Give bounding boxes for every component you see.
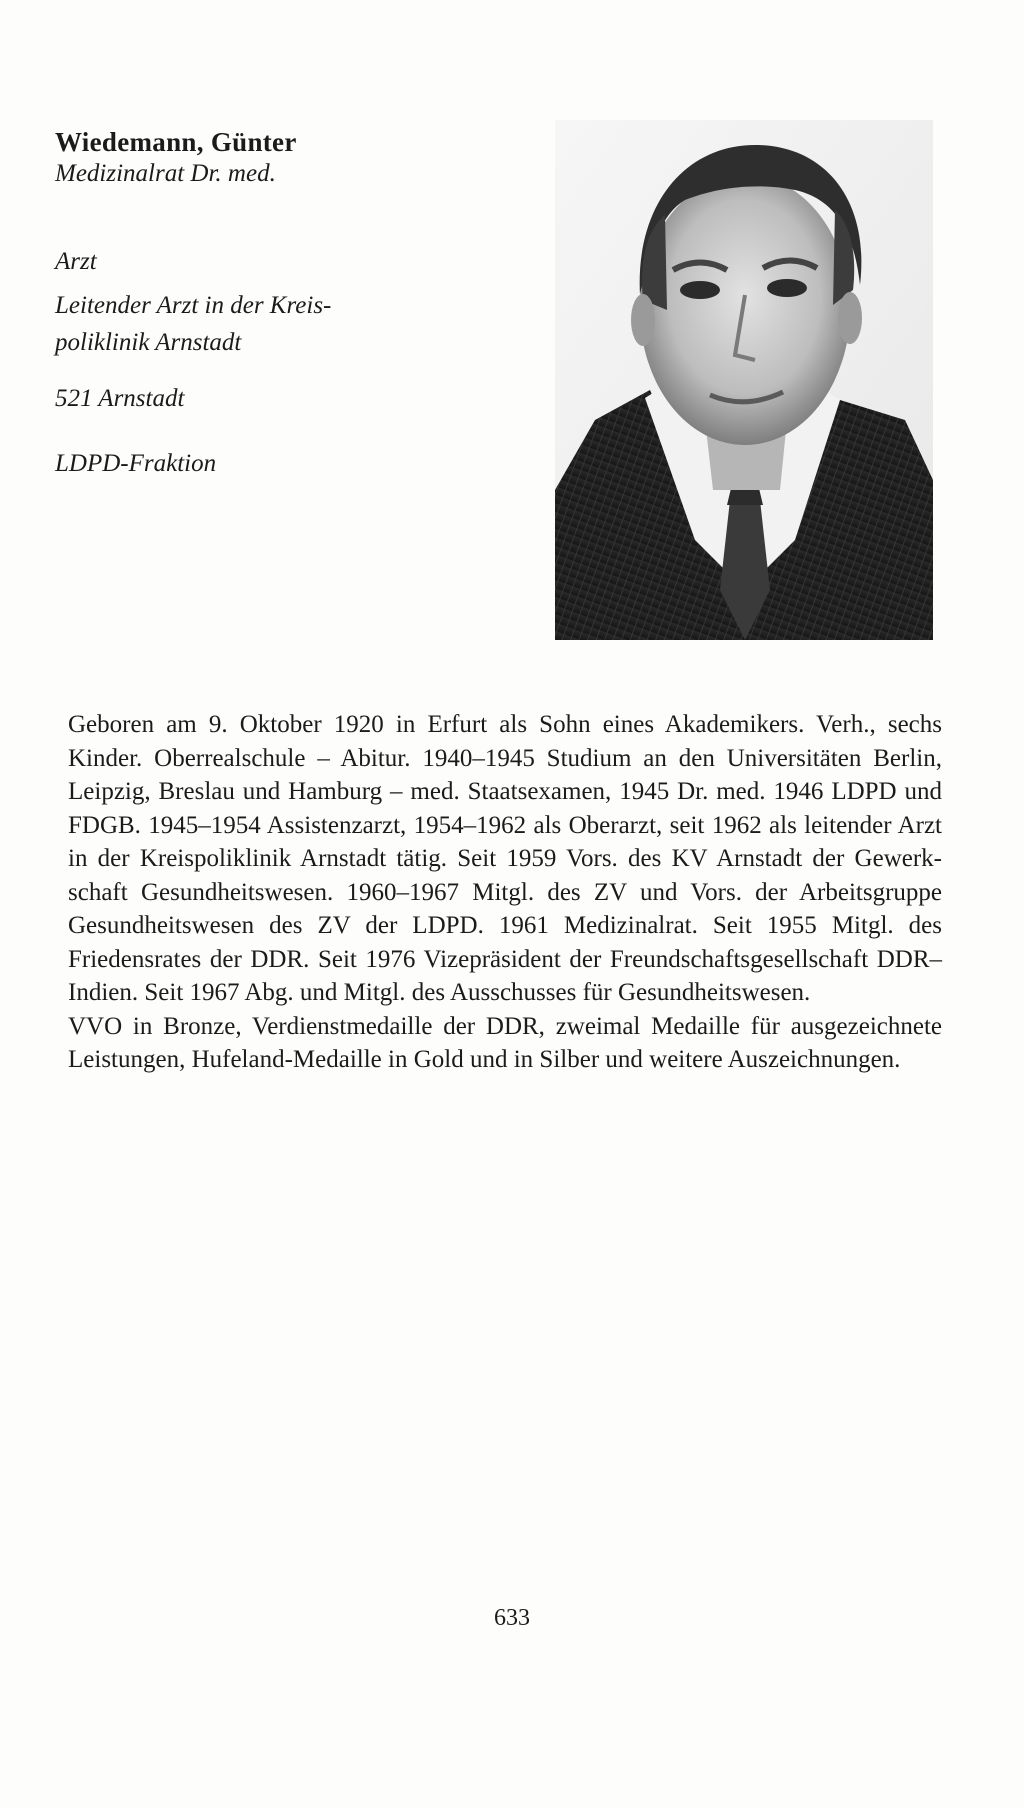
person-name: Wiedemann, Günter <box>55 127 297 157</box>
portrait-photo-icon <box>555 120 933 640</box>
person-profession: Arzt <box>55 248 97 275</box>
position-line-1: Leitender Arzt in der Kreis- <box>55 292 332 319</box>
person-title: Medizinalrat Dr. med. <box>55 160 276 187</box>
awards-paragraph: VVO in Bronze, Verdienstmedaille der DDR, zweimal Medaille für ausgezeichnete Leistungen, Hufeland-Medaille in Gold und in Silber und weitere Auszeichnungen. <box>68 1012 942 1073</box>
person-position <box>55 287 435 361</box>
biography-paragraph: Geboren am 9. Oktober 1920 in Erfurt als Sohn eines Akademikers. Verh., sechs Kinder. Oberrealschule – Abitur. 1940–1945 Studium an den Universitäten Berlin, Leipzig, Breslau und Hamburg – med. Staatsexamen, 1945 Dr. med. 1946 LDPD und FDGB. 1945–1954 Assistenzarzt, 1954–1962 als Oberarzt, seit 1962 als leitender Arzt in der Kreispoliklinik Arnstadt tätig. Seit 1959 Vors. des KV Arnstadt der Gewerkschaft Gesundheitswesen. 1960–1967 Mitgl. des ZV und Vors. der Arbeitsgruppe Gesundheitswesen des ZV der LDPD. 1961 Medizinalrat. Seit 1955 Mitgl. des Friedensrates der DDR. Seit 1976 Vizepräsident der Freundschaftsgesellschaft DDR–Indien. Seit 1967 Abg. und Mitgl. des Ausschusses für Gesundheitswesen. <box>68 711 942 1006</box>
position-line-2: poliklinik Arnstadt <box>55 329 242 356</box>
page-number: 633 <box>494 1605 530 1631</box>
person-faction: LDPD-Fraktion <box>55 450 217 477</box>
entry-header <box>55 126 485 190</box>
biography-text <box>68 708 942 1077</box>
portrait-photo <box>555 120 933 640</box>
person-city: 521 Arnstadt <box>55 385 185 412</box>
